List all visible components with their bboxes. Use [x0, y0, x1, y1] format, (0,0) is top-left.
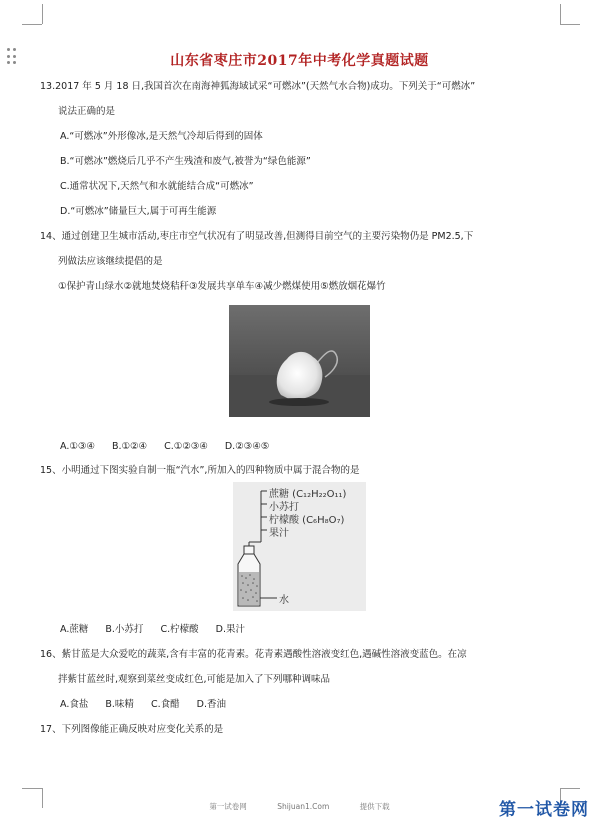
q17-stem-line1: 17、下列图像能正确反映对应变化关系的是 [40, 724, 224, 735]
q14-option-b: B.①②④ [111, 441, 148, 452]
q14-stem-line2: 列做法应该继续提倡的是 [58, 256, 163, 267]
q16-option-b: B.味精 [105, 699, 134, 710]
q13-option-a: A.“可燃冰”外形像冰,是天然气冷却后得到的固体 [60, 131, 263, 142]
q15-option-b: B.小苏打 [105, 624, 144, 635]
crop-mark-top-left [22, 24, 42, 25]
label-citric-acid: 柠檬酸 (C₆H₈O₇) [269, 515, 345, 526]
q15-option-c: C.柠檬酸 [160, 624, 199, 635]
crop-mark-top-left-v [42, 4, 43, 24]
q16-option-a: A.食盐 [60, 699, 89, 710]
q14-options [60, 441, 283, 453]
label-sucrose: 蔗糖 (C₁₂H₂₂O₁₁) [269, 489, 347, 500]
crop-mark-bottom-right [560, 788, 580, 789]
q14-items: ①保护青山绿水②就地焚烧秸秆③发展共享单车④减少燃煤使用⑤燃放烟花爆竹 [58, 281, 386, 292]
q14-option-c: C.①②③④ [164, 441, 208, 452]
document-title: 山东省枣庄市2017年中考化学真题试题 [170, 53, 429, 69]
label-juice: 果汁 [269, 528, 289, 539]
q13-option-b: B.“可燃冰”燃烧后几乎不产生残渣和废气,被誉为“绿色能源” [60, 156, 311, 167]
q16-option-c: C.食醋 [150, 699, 180, 710]
q13-stem-line2: 说法正确的是 [58, 106, 116, 117]
soda-bottle-diagram [233, 482, 366, 611]
q13-option-d: D.“可燃冰”储量巨大,属于可再生能源 [60, 206, 217, 217]
label-baking-soda: 小苏打 [269, 502, 299, 513]
q14-option-d: D.②③④⑤ [224, 441, 270, 452]
q13-option-c: C.通常状况下,天然气和水就能结合成“可燃冰” [60, 181, 254, 192]
q14-option-a: A.①③④ [60, 441, 95, 452]
q15-option-d: D.果汁 [215, 624, 245, 635]
label-water: 水 [279, 595, 289, 606]
q15-stem-line1: 15、小明通过下图实验自制一瓶“汽水”,所加入的四种物质中属于混合物的是 [40, 465, 360, 476]
q14-stem-line1: 14、通过创建卫生城市活动,枣庄市空气状况有了明显改善,但测得目前空气的主要污染物仍是 PM2.5,下 [40, 231, 474, 242]
q15-option-a: A.蔗糖 [60, 624, 89, 635]
q16-stem-line2: 拌紫甘蓝丝时,观察到菜丝变成红色,可能是加入了下列哪种调味品 [58, 674, 331, 685]
crop-mark-top-right-v [560, 4, 561, 24]
q16-stem-line1: 16、紫甘蓝是大众爱吃的蔬菜,含有丰富的花青素。花青素遇酸性溶液变红色,遇碱性溶液变蓝色。在凉 [40, 649, 467, 660]
footer-site-url[interactable]: Shijuan1.Com [277, 802, 330, 811]
crop-mark-top-right [560, 24, 580, 25]
brand-logo: 第一试卷网 [499, 800, 589, 820]
q15-options [60, 624, 259, 636]
crop-mark-bottom-left [22, 788, 42, 789]
q13-stem-line1: 13.2017 年 5 月 18 日,我国首次在南海神狐海域试采“可燃冰”(天然气水合物)成功。下列关于“可燃冰” [40, 81, 476, 92]
burning-ice-photo [229, 305, 370, 417]
footer-site-name: 第一试卷网 [209, 802, 247, 811]
q16-options [60, 699, 240, 711]
q16-option-d: D.香油 [196, 699, 226, 710]
footer-provided: 提供下载 [359, 802, 390, 811]
